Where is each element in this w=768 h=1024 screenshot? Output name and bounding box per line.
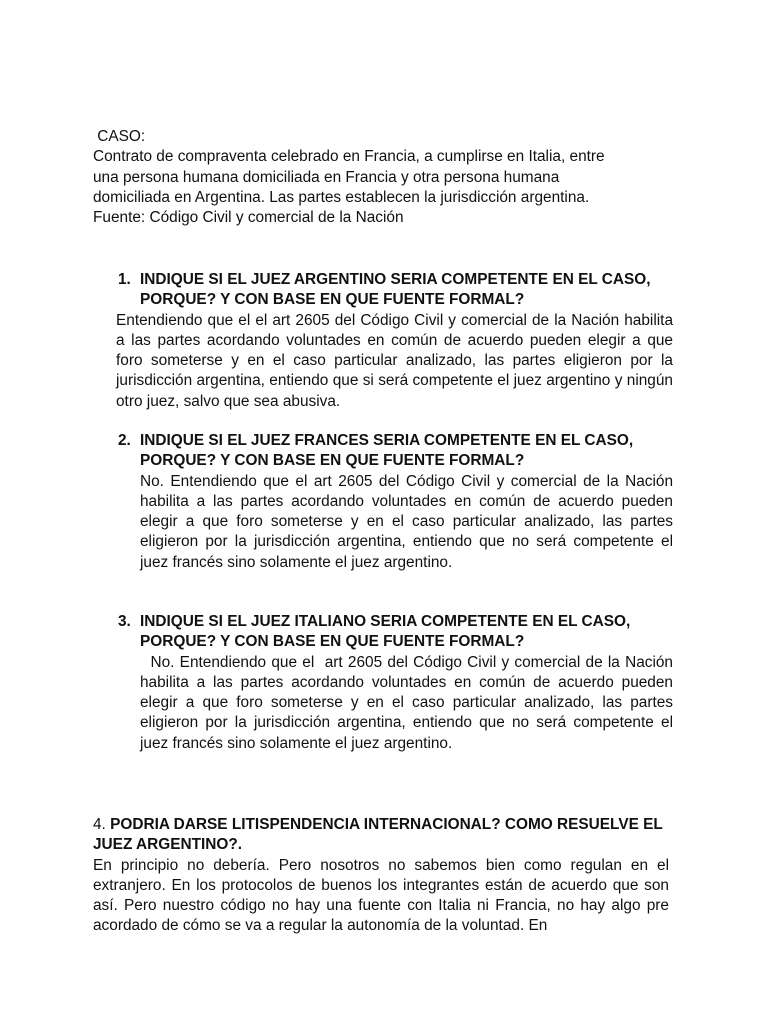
question-title <box>93 612 673 653</box>
question-title <box>93 431 673 472</box>
case-statement <box>93 127 673 228</box>
question-title <box>93 270 673 311</box>
question-number: 2. <box>118 432 131 449</box>
case-line: Contrato de compraventa celebrado en Francia, a cumplirse en Italia, entre <box>93 148 605 166</box>
question-4 <box>93 815 669 937</box>
case-line: domiciliada en Argentina. Las partes establecen la jurisdicción argentina. <box>93 188 590 206</box>
answer-text: En principio no debería. Pero nosotros no sabemos bien como regulan en el extranjero. En los protocolos de buenos los integrantes están de acuerdo que son así. Pero nuestro código no hay una fuente con Italia ni Francia, no hay algo pre acordado de cómo se va a regular la autonomía de la voluntad. En <box>93 856 669 935</box>
question-title-line: INDIQUE SI EL JUEZ FRANCES SERIA COMPETENTE EN EL CASO, <box>140 432 634 449</box>
question-title-line: PORQUE? Y CON BASE EN QUE FUENTE FORMAL? <box>140 633 525 651</box>
question-title-line: PORQUE? Y CON BASE EN QUE FUENTE FORMAL? <box>140 291 525 309</box>
question-1 <box>93 270 673 412</box>
answer-text: No. Entendiendo que el art 2605 del Código Civil y comercial de la Nación habilita a las partes acordando voluntades en común de acuerdo pueden elegir a que foro someterse y en el caso particular analizado, las partes eligieron por la jurisdicción argentina, entiendo que no será competente el juez francés sino solamente el juez argentino. <box>140 653 678 752</box>
question-number: 3. <box>118 613 131 630</box>
question-title <box>93 815 669 856</box>
case-source-line: Fuente: Código Civil y comercial de la Nación <box>93 209 404 227</box>
question-2 <box>93 431 673 573</box>
question-3 <box>93 612 678 754</box>
question-title-line: INDIQUE SI EL JUEZ ITALIANO SERIA COMPETENTE EN EL CASO, <box>140 613 631 630</box>
case-line: una persona humana domiciliada en Francia y otra persona humana <box>93 168 560 186</box>
question-number: 1. <box>118 271 131 288</box>
answer-text: No. Entendiendo que el art 2605 del Código Civil y comercial de la Nación habilita a las partes acordando voluntades en común de acuerdo pueden elegir a que foro someterse y en el caso particular analizado, las partes eligieron por la jurisdicción argentina, entiendo que no será competente el juez francés sino solamente el juez argentino. <box>140 472 673 571</box>
question-title-text: PODRIA DARSE LITISPENDENCIA INTERNACIONAL? COMO RESUELVE EL JUEZ ARGENTINO?. <box>93 816 663 854</box>
question-title-line: INDIQUE SI EL JUEZ ARGENTINO SERIA COMPETENTE EN EL CASO, <box>140 271 651 288</box>
case-heading: CASO: <box>93 128 146 145</box>
question-title-line: PORQUE? Y CON BASE EN QUE FUENTE FORMAL? <box>140 452 525 470</box>
answer-text: Entendiendo que el el art 2605 del Código Civil y comercial de la Nación habilita a las partes acordando voluntades en común de acuerdo pueden elegir a que foro someterse y en el caso particular analizado, las partes eligieron por la jurisdicción argentina, entiendo que si será competente el juez argentino y ningún otro juez, salvo que sea abusiva. <box>116 311 673 410</box>
question-number: 4. <box>93 816 111 833</box>
